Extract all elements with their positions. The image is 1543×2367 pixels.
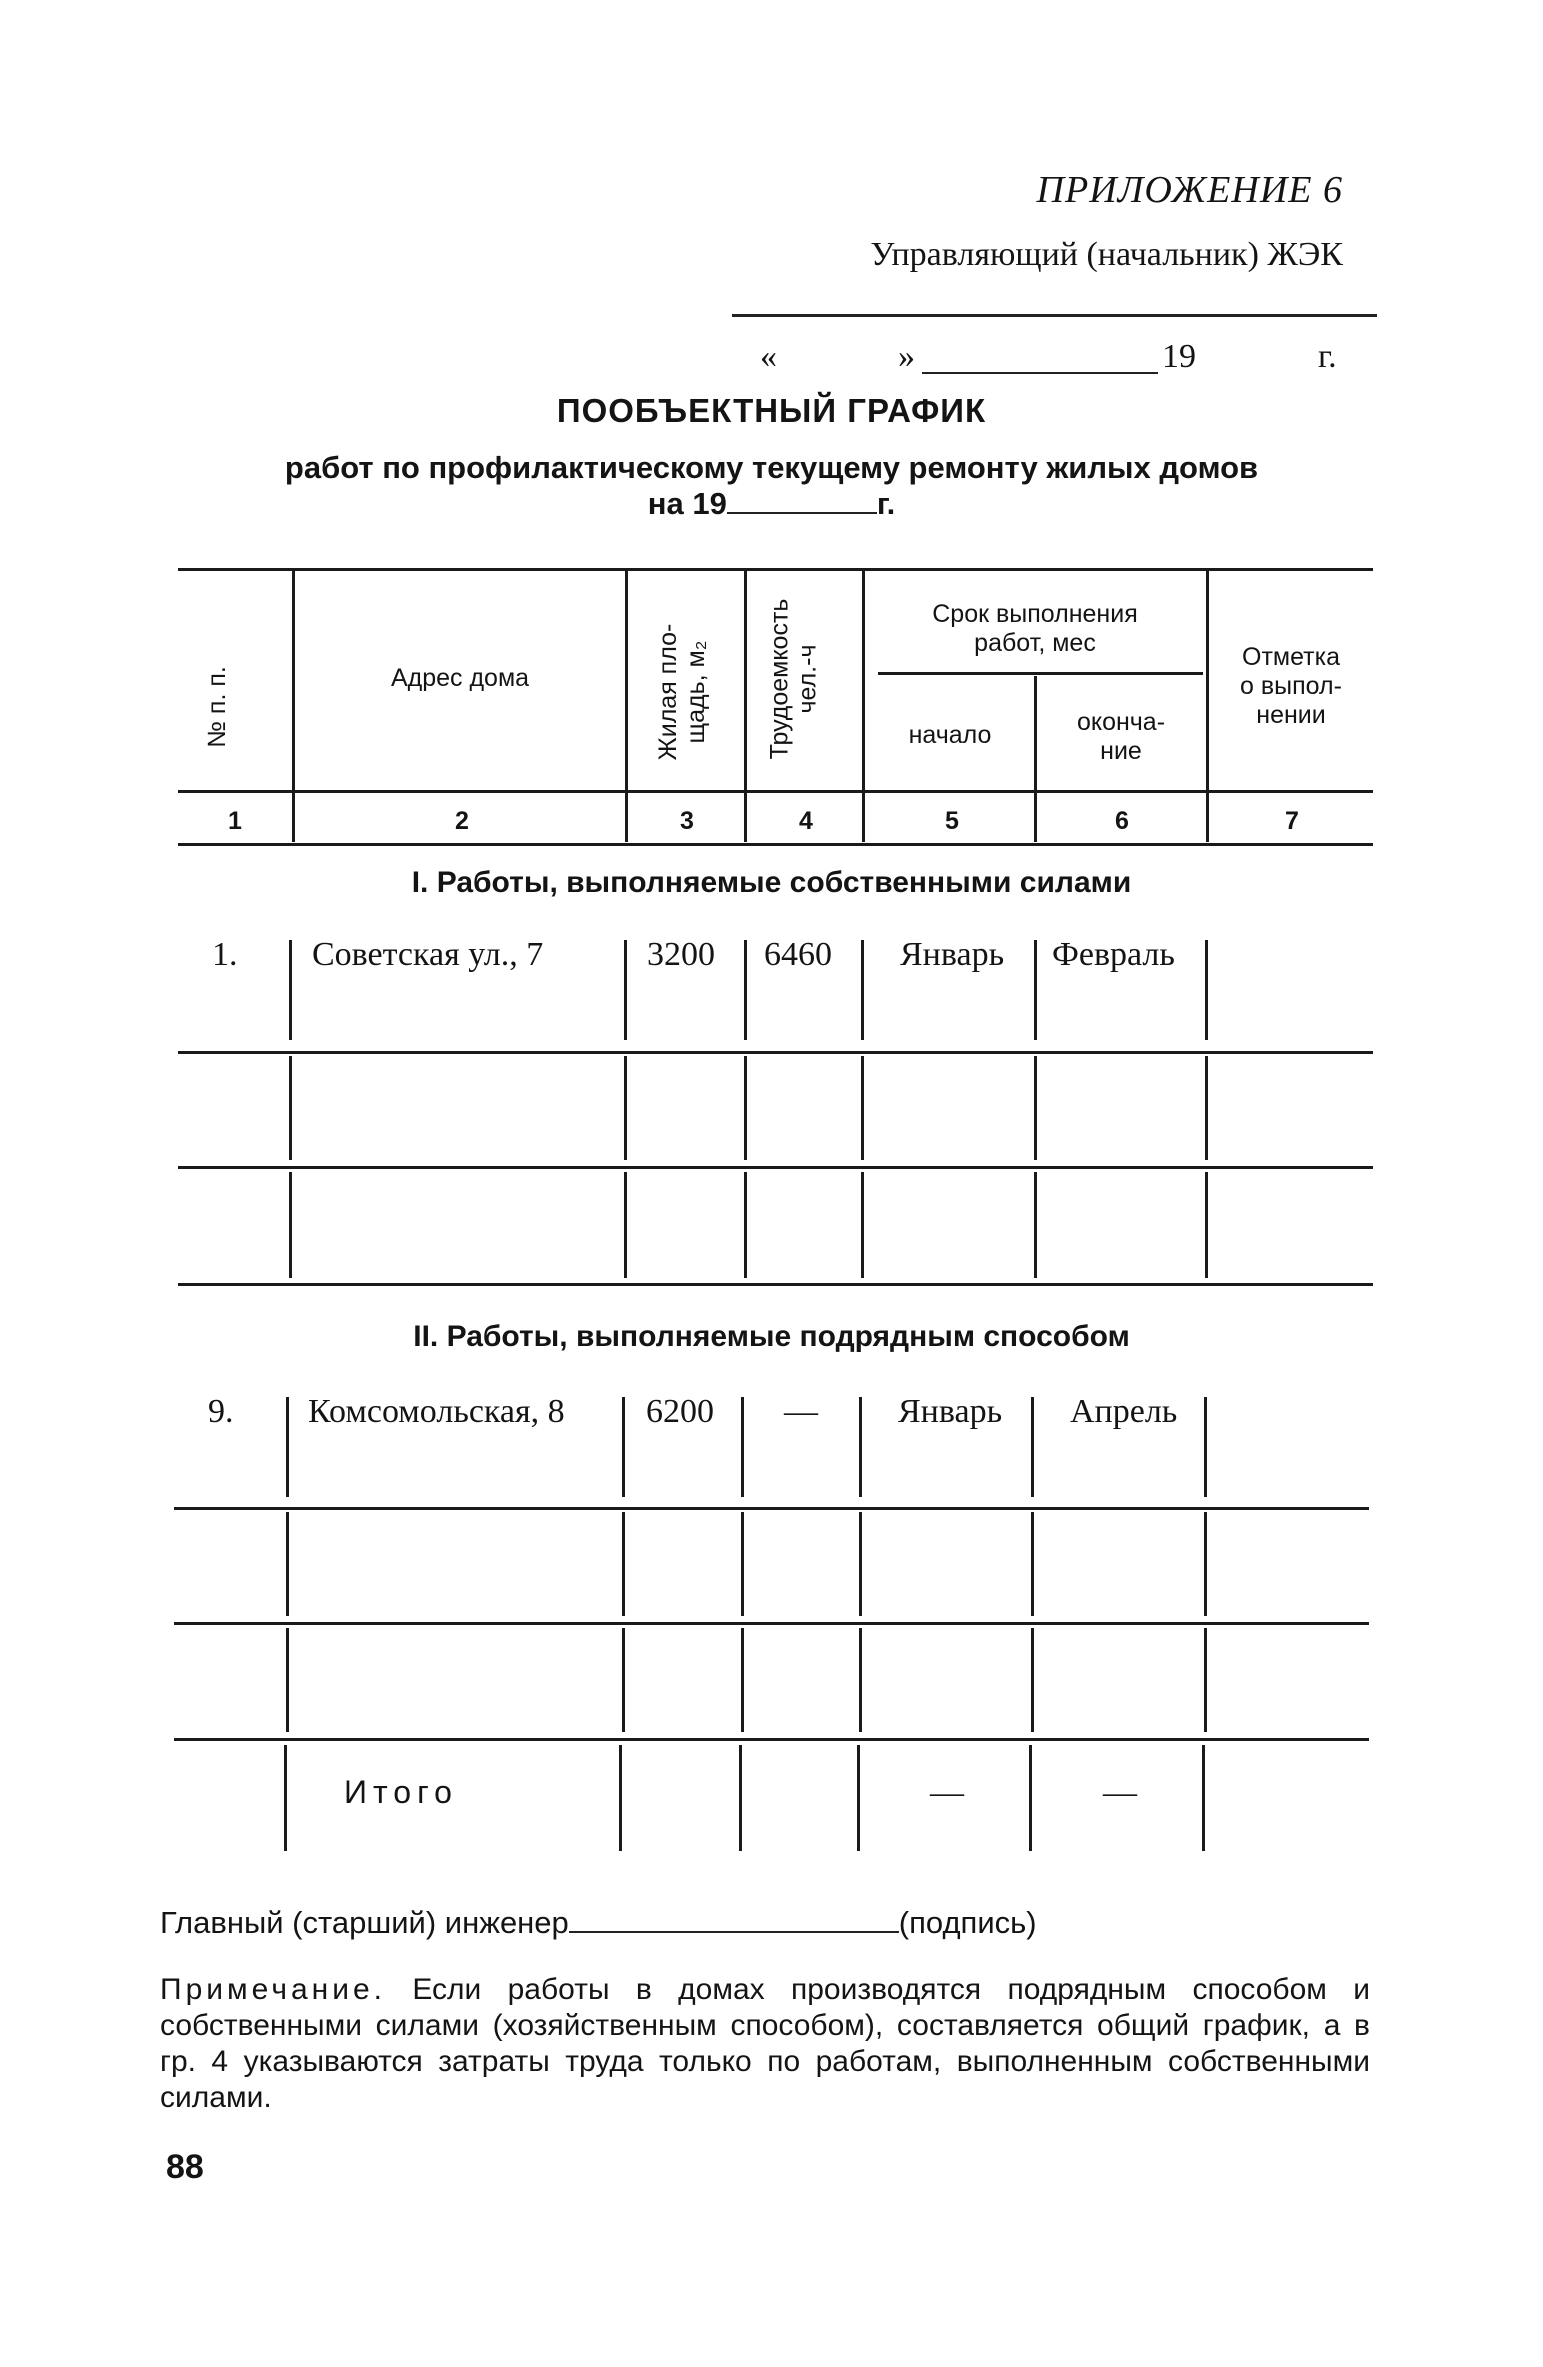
header-labor <box>766 567 828 792</box>
header-address: Адрес дома <box>390 664 530 692</box>
term-subheader-rule <box>878 672 1203 675</box>
approval-date-line <box>758 332 1378 380</box>
row-rule <box>178 1283 1373 1286</box>
row-rule <box>178 1166 1373 1169</box>
section-own-forces-title: I. Работы, выполняемые собственными силами <box>411 866 1132 899</box>
row-divider <box>1031 1397 1034 1497</box>
row-divider <box>286 1628 289 1732</box>
row-divider <box>1034 940 1037 1040</box>
approval-manager-label: Управляющий (начальник) ЖЭК <box>870 236 1343 273</box>
row-divider <box>622 1397 625 1497</box>
row-divider <box>861 1172 864 1278</box>
column-number: 6 <box>1115 807 1129 835</box>
chief-engineer-line <box>160 1905 1037 1941</box>
row-divider <box>286 1397 289 1497</box>
row-divider <box>1204 1512 1207 1616</box>
header-completion-mark <box>1209 643 1373 730</box>
page-number: 88 <box>166 2148 204 2186</box>
row-rule <box>174 1622 1369 1625</box>
header-end <box>1037 708 1205 766</box>
header-term <box>866 600 1204 658</box>
total-start: — <box>930 1774 964 1811</box>
column-number: 5 <box>945 807 959 835</box>
row-divider <box>619 1745 622 1851</box>
row-divider <box>741 1397 744 1497</box>
approval-signature-line <box>732 314 1377 317</box>
date-close-quote: » <box>898 338 915 375</box>
row-divider <box>1029 1745 1032 1851</box>
row-end: Апрель <box>1070 1393 1178 1430</box>
date-year: 19 <box>1162 338 1196 375</box>
row-divider <box>861 940 864 1040</box>
header-divider <box>625 570 628 842</box>
note-label: Примечание. <box>160 1973 386 2006</box>
document-subtitle <box>0 450 1543 522</box>
row-divider <box>744 1056 747 1160</box>
appendix-title: ПРИЛОЖЕНИЕ 6 <box>1036 169 1343 211</box>
row-start: Январь <box>900 936 1005 973</box>
date-month-blank <box>922 372 1158 374</box>
header-living-area-line1: Жилая пло- <box>654 623 682 761</box>
column-number: 7 <box>1285 807 1299 835</box>
header-divider <box>744 570 747 842</box>
row-divider <box>622 1512 625 1616</box>
row-divider <box>624 940 627 1040</box>
column-numbers-rule <box>178 843 1373 846</box>
row-divider <box>741 1628 744 1732</box>
row-divider <box>861 1056 864 1160</box>
row-address: Комсомольская, 8 <box>308 1393 565 1430</box>
header-living-area-line2: щадь, м₂ <box>682 640 710 744</box>
date-open-quote: « <box>760 338 777 375</box>
header-mark-line3: нении <box>1256 701 1326 729</box>
row-divider <box>1204 1628 1207 1732</box>
header-row-number: № п. п. <box>203 666 231 748</box>
row-divider <box>1205 1172 1208 1278</box>
header-labor-line1: Трудоемкость <box>765 598 794 760</box>
row-divider <box>1031 1628 1034 1732</box>
row-divider <box>739 1745 742 1851</box>
row-address: Советская ул., 7 <box>312 936 544 973</box>
row-divider <box>744 1172 747 1278</box>
row-divider <box>1034 1172 1037 1278</box>
row-number: 9. <box>208 1393 234 1430</box>
row-divider <box>289 1172 292 1278</box>
header-start: начало <box>908 721 992 749</box>
row-start: Январь <box>898 1393 1003 1430</box>
header-mark-line1: Отметка <box>1242 643 1340 671</box>
header-labor-line2: чел.-ч <box>793 644 822 714</box>
header-term-line2: работ, мес <box>974 629 1096 657</box>
header-term-line1: Срок выполнения <box>932 600 1138 628</box>
section-contract-title: II. Работы, выполняемые подрядным способом <box>413 1320 1130 1353</box>
date-year-suffix: г. <box>1318 338 1337 375</box>
row-divider <box>286 1512 289 1616</box>
row-divider <box>1205 940 1208 1040</box>
row-labor: — <box>784 1393 818 1430</box>
chief-engineer-label: Главный (старший) инженер <box>160 1905 569 1940</box>
row-labor: 6460 <box>764 936 832 973</box>
subtitle-year-suffix: г. <box>876 486 896 521</box>
header-end-line2: ние <box>1100 737 1142 765</box>
row-divider <box>624 1172 627 1278</box>
row-divider <box>289 1056 292 1160</box>
column-number: 3 <box>680 807 694 835</box>
column-number: 1 <box>228 807 242 835</box>
total-label: Итого <box>344 1774 458 1810</box>
row-divider <box>741 1512 744 1616</box>
row-divider <box>744 940 747 1040</box>
row-rule <box>174 1738 1369 1741</box>
row-number: 1. <box>212 936 238 973</box>
note-text: Если работы в домах производятся подрядным способом и собственными силами (хозяйственным способом), составляется общий график, а в гр. 4 указываются затраты труда только по работам, выполненным собственными силами. <box>160 1973 1371 2114</box>
row-end: Февраль <box>1052 936 1175 973</box>
subtitle-year-prefix: на 19 <box>647 486 727 521</box>
row-divider <box>289 940 292 1040</box>
header-mark-line2: о выпол- <box>1240 672 1342 700</box>
row-divider <box>859 1397 862 1497</box>
header-divider <box>862 570 865 842</box>
document-title: ПООБЪЕКТНЫЙ ГРАФИК <box>556 392 987 429</box>
subtitle-line-2 <box>0 486 1543 522</box>
header-end-line1: оконча- <box>1076 708 1166 736</box>
note-paragraph <box>160 1972 1370 2116</box>
row-divider <box>284 1745 287 1851</box>
row-divider <box>622 1628 625 1732</box>
row-divider <box>1202 1745 1205 1851</box>
signature-blank <box>569 1909 899 1933</box>
row-rule <box>178 1051 1373 1054</box>
row-divider <box>1034 1056 1037 1160</box>
column-number: 2 <box>455 807 469 835</box>
row-rule <box>174 1507 1369 1510</box>
header-living-area <box>654 592 716 792</box>
row-divider <box>624 1056 627 1160</box>
row-divider <box>1205 1056 1208 1160</box>
row-divider <box>859 1628 862 1732</box>
signature-label: (подпись) <box>898 1905 1037 1940</box>
header-divider <box>292 570 295 842</box>
row-divider <box>1204 1397 1207 1497</box>
row-area: 6200 <box>646 1393 714 1430</box>
total-end: — <box>1103 1774 1137 1811</box>
row-divider <box>859 1512 862 1616</box>
subtitle-year-blank <box>727 488 877 514</box>
row-divider <box>1031 1512 1034 1616</box>
row-area: 3200 <box>647 936 715 973</box>
column-number: 4 <box>799 807 813 835</box>
row-divider <box>857 1745 860 1851</box>
subtitle-line-1: работ по профилактическому текущему ремонту жилых домов <box>284 450 1259 485</box>
